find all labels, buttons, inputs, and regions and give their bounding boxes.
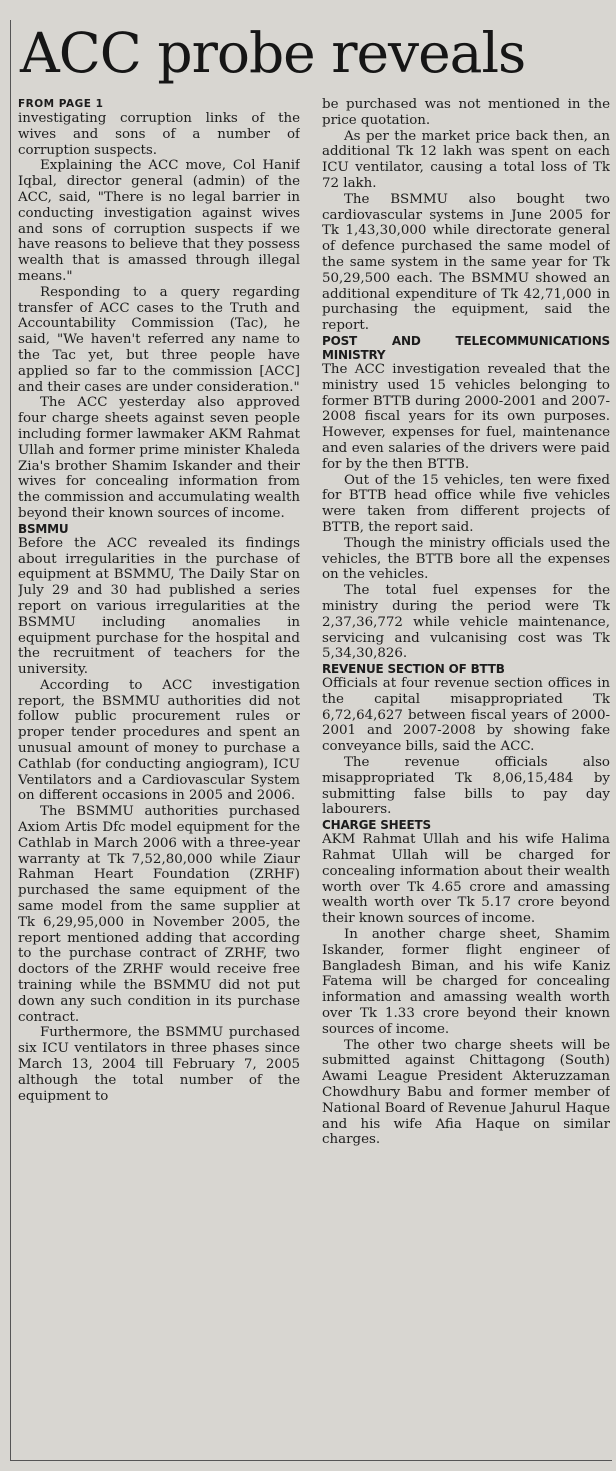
paragraph: The other two charge sheets will be submitted against Chittagong (South) Awami League President Akteruzzaman Chowdhury Babu and former member of National Board of Revenue Jahurul Haque and his wife Afia Haque on similar charges. bbox=[322, 1037, 610, 1148]
paragraph: The BSMMU also bought two cardiovascular systems in June 2005 for Tk 1,43,30,000 while directorate general of defence purchased the same model of the same system in the same year for Tk 50,29,500 each. The BSMMU showed an additional expenditure of Tk 42,71,000 in purchasing the equipment, said the report. bbox=[322, 191, 610, 334]
subhead-charge-sheets: CHARGE SHEETS bbox=[322, 818, 431, 833]
article-column-2 bbox=[322, 97, 610, 1461]
headline: ACC probe reveals bbox=[20, 21, 526, 85]
subhead-post-telecom: POST AND TELECOMMUNICATIONS MINISTRY bbox=[322, 333, 610, 362]
from-page-kicker: FROM PAGE 1 bbox=[18, 98, 104, 110]
left-column-rule bbox=[10, 20, 11, 1460]
paragraph: The BSMMU authorities purchased Axiom Artis Dfc model equipment for the Cathlab in March 2006 with a three-year warranty at Tk 7,52,80,000 while Ziaur Rahman Heart Foundation (ZRHF) purchased the same equipment of the same model from the same supplier at Tk 6,29,95,000 in November 2005, the report mentioned adding that according to the purchase contract of ZRHF, two doctors of the ZRHF would receive free training while the BSMMU did not put down any such condition in its purchase contract. bbox=[18, 804, 300, 1025]
article-column-1 bbox=[18, 97, 300, 1461]
paragraph: The revenue officials also misappropriated Tk 8,06,15,484 by submitting false bills to pay day labourers. bbox=[322, 755, 610, 818]
subhead-revenue-section: REVENUE SECTION OF BTTB bbox=[322, 662, 505, 677]
paragraph: be purchased was not mentioned in the price quotation. bbox=[322, 97, 610, 128]
paragraph: The total fuel expenses for the ministry during the period were Tk 2,37,36,772 while vehicle maintenance, servicing and vulcanising cost was Tk 5,34,30,826. bbox=[322, 583, 610, 662]
paragraph: Responding to a query regarding transfer of ACC cases to the Truth and Accountability Commission (Tac), he said, "We haven't referred any name to the Tac yet, but three people have applied so far to the commission [ACC] and their cases are under consideration." bbox=[18, 284, 300, 395]
paragraph: As per the market price back then, an additional Tk 12 lakh was spent on each ICU ventilator, causing a total loss of Tk 72 lakh. bbox=[322, 128, 610, 191]
paragraph: Furthermore, the BSMMU purchased six ICU ventilators in three phases since March 13, 2004 till February 7, 2005 although the total number of the equipment to bbox=[18, 1025, 300, 1104]
paragraph: The ACC investigation revealed that the ministry used 15 vehicles belonging to former BTTB during 2000-2001 and 2007-2008 fiscal years for its own purposes. However, expenses for fuel, maintenance and even salaries of the drivers were paid for by the then BTTB. bbox=[322, 361, 610, 472]
paragraph: In another charge sheet, Shamim Iskander, former flight engineer of Bangladesh Biman, and his wife Kaniz Fatema will be charged for concealing information and amassing wealth worth over Tk 1.33 crore beyond their known sources of income. bbox=[322, 927, 610, 1037]
paragraph: Explaining the ACC move, Col Hanif Iqbal, director general (admin) of the ACC, said, "There is no legal barrier in conducting investigation against wives and sons of corruption suspects if we have reasons to believe that they possess wealth that is amassed through illegal means." bbox=[18, 158, 300, 284]
paragraph: The ACC yesterday also approved four charge sheets against seven people including former lawmaker AKM Rahmat Ullah and former prime minister Khaleda Zia's brother Shamim Iskander and their wives for concealing information from the commission and accumulating wealth beyond their known sources of income. bbox=[18, 395, 300, 521]
paragraph: AKM Rahmat Ullah and his wife Halima Rahmat Ullah will be charged for concealing information about their wealth worth over Tk 4.65 crore and amassing wealth worth over Tk 5.17 crore beyond their known sources of income. bbox=[322, 832, 610, 927]
paragraph: Officials at four revenue section offices in the capital misappropriated Tk 6,72,64,627 between fiscal years of 2000-2001 and 2007-2008 by showing fake conveyance bills, said the ACC. bbox=[322, 676, 610, 755]
paragraph: Though the ministry officials used the vehicles, the BTTB bore all the expenses on the vehicles. bbox=[322, 535, 610, 583]
paragraph: Out of the 15 vehicles, ten were fixed for BTTB head office while five vehicles were taken from different projects of BTTB, the report said. bbox=[322, 472, 610, 535]
paragraph: Before the ACC revealed its findings about irregularities in the purchase of equipment at BSMMU, The Daily Star on July 29 and 30 had published a series report on various irregularities at the BSMMU including anomalies in equipment purchase for the hospital and the recruitment of teachers for the university. bbox=[18, 535, 300, 678]
paragraph: According to ACC investigation report, the BSMMU authorities did not follow public procurement rules or proper tender procedures and spent an unusual amount of money to purchase a Cathlab (for conducting angiogram), ICU Ventilators and a Cardiovascular System on different occasions in 2005 and 2006. bbox=[18, 677, 300, 804]
paragraph: investigating corruption links of the wives and sons of a number of corruption suspects. bbox=[18, 111, 300, 158]
subhead-bsmmu: BSMMU bbox=[18, 521, 69, 536]
